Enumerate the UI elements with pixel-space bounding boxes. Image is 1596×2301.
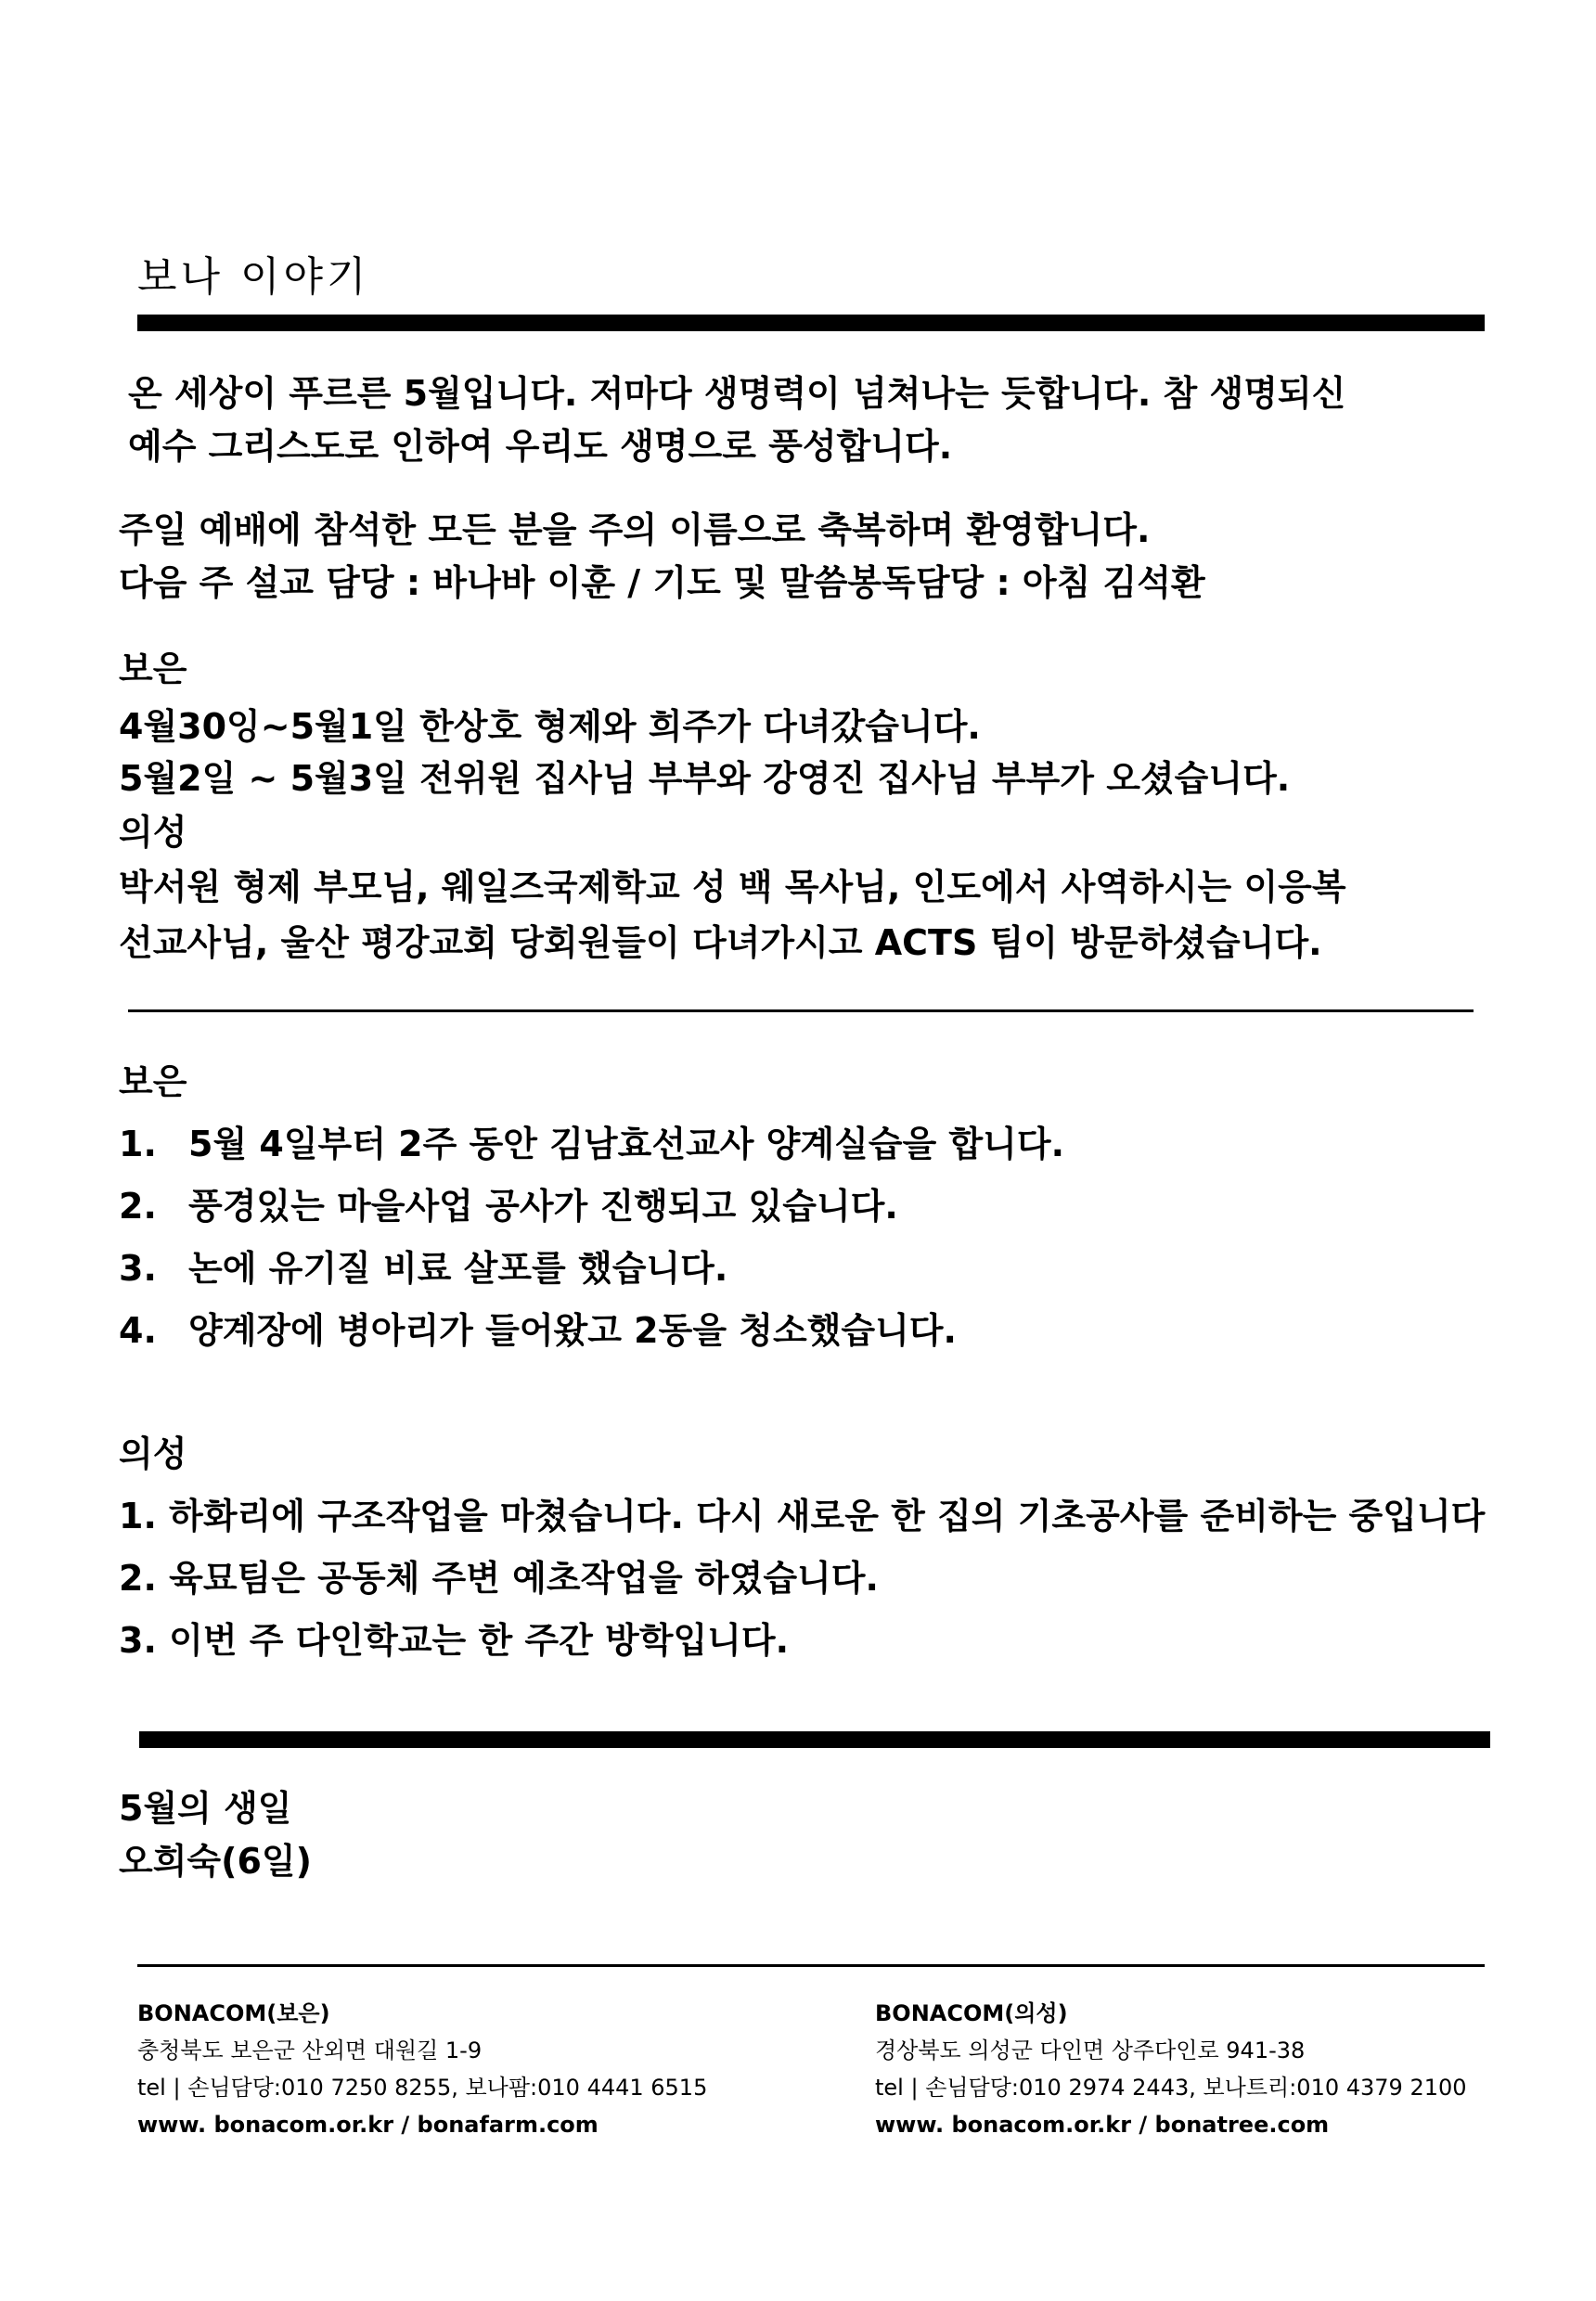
footer-tel: tel | 손님담당:010 2974 2443, 보나트리:010 4379 2100 [875, 2075, 1467, 2101]
footer-tel: tel | 손님담당:010 7250 8255, 보나팜:010 4441 6515 [137, 2075, 708, 2101]
birthday-names: 오희숙(6일) [119, 1841, 313, 1882]
list-text: 논에 유기질 비료 살포를 했습니다. [188, 1248, 728, 1289]
title-divider [137, 315, 1485, 331]
visitors-uiseong-heading: 의성 [119, 812, 187, 853]
footer-boeun [137, 1995, 707, 2143]
list-number: 1. [119, 1124, 157, 1164]
list-item [119, 1302, 957, 1353]
birthday-divider [139, 1731, 1490, 1748]
news-uiseong-heading: 의성 [119, 1433, 187, 1474]
list-text: 5월 4일부터 2주 동안 김남효선교사 양계실습을 합니다. [188, 1124, 1065, 1164]
list-text: 풍경있는 마을사업 공사가 진행되고 있습니다. [188, 1186, 898, 1227]
footer-org-name: BONACOM(의성) [875, 2000, 1068, 2026]
visitors-uiseong-line: 박서원 형제 부모님, 웨일즈국제학교 성 백 목사님, 인도에서 사역하시는 이응복 [119, 867, 1346, 907]
footer-address: 경상북도 의성군 다인면 상주다인로 941-38 [875, 2037, 1306, 2063]
footer-org-name: BONACOM(보은) [137, 2000, 330, 2026]
visitors-boeun-line: 4월30잉~5월1일 한상호 형제와 희주가 다녀갔습니다. [119, 706, 981, 747]
intro-line-1: 온 세상이 푸르른 5월입니다. 저마다 생명력이 넘쳐나는 듯합니다. 참 생명되신 [128, 373, 1346, 414]
visitors-uiseong-line: 선교사님, 울산 평강교회 당회원들이 다녀가시고 ACTS 팀이 방문하셨습니다. [119, 922, 1322, 963]
footer-divider [137, 1964, 1485, 1967]
footer-uiseong [875, 1995, 1467, 2143]
visitors-boeun-line: 5월2일 ~ 5월3일 전위원 집사님 부부와 강영진 집사님 부부가 오셨습니다. [119, 758, 1291, 799]
page-title: 보나 이야기 [137, 253, 370, 301]
news-boeun-heading: 보은 [119, 1061, 187, 1102]
welcome-line: 주일 예배에 참석한 모든 분을 주의 이름으로 축복하며 환영합니다. [119, 509, 1151, 550]
section-divider [128, 1009, 1474, 1012]
list-text: 양계장에 병아리가 들어왔고 2동을 청소했습니다. [188, 1310, 957, 1351]
birthday-heading: 5월의 생일 [119, 1788, 292, 1829]
intro-line-2: 예수 그리스도로 인하여 우리도 생명으로 풍성합니다. [128, 426, 953, 467]
list-item: 1. 하화리에 구조작업을 마쳤습니다. 다시 새로운 한 집의 기초공사를 준비하는 중입니다 [119, 1496, 1486, 1536]
list-number: 4. [119, 1310, 157, 1351]
list-number: 3. [119, 1248, 157, 1289]
list-number: 2. [119, 1186, 157, 1227]
visitors-boeun-heading: 보은 [119, 649, 187, 689]
footer-website[interactable]: www. bonacom.or.kr / bonatree.com [875, 2112, 1330, 2138]
footer-address: 충청북도 보은군 산외면 대원길 1-9 [137, 2037, 483, 2063]
list-item: 2. 육묘팀은 공동체 주변 예초작업을 하였습니다. [119, 1558, 879, 1599]
footer-website[interactable]: www. bonacom.or.kr / bonafarm.com [137, 2112, 598, 2138]
list-item [119, 1115, 1064, 1166]
list-item [119, 1177, 898, 1228]
next-week-duty-line: 다음 주 설교 담당 : 바나바 이훈 / 기도 및 말씀봉독담당 : 아침 김석환 [119, 562, 1205, 603]
list-item [119, 1240, 727, 1291]
list-item: 3. 이번 주 다인학교는 한 주간 방학입니다. [119, 1620, 790, 1661]
